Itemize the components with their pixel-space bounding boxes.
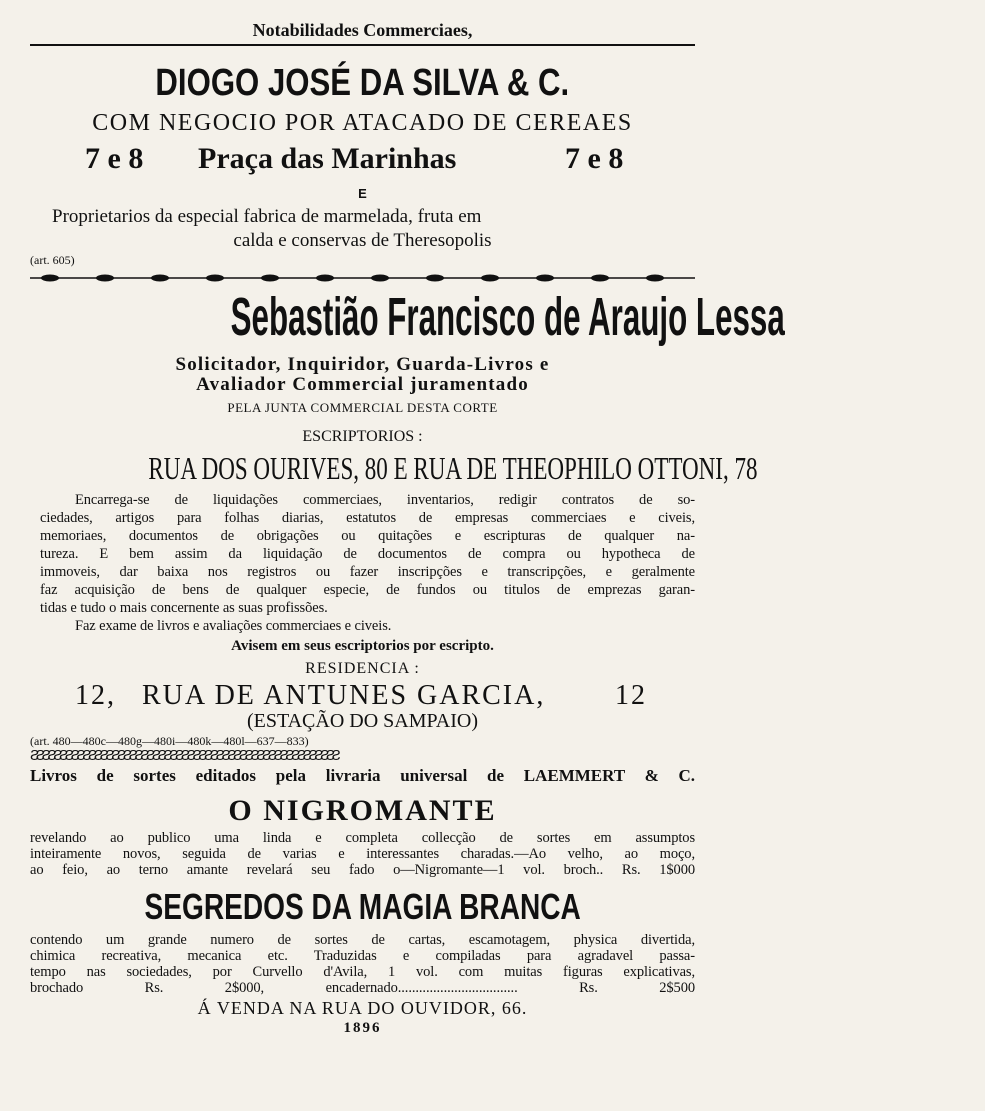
magia-body-line: tempo nas sociedades, por Curvello d'Avila, 1 vol. com muitas figuras explicativas, (30, 964, 695, 980)
body-line: tidas e tudo o mais concernente as suas profissões. (40, 600, 328, 616)
residence-street: RUA DE ANTUNES GARCIA, (142, 680, 546, 711)
address-number-left: 7 e 8 (85, 142, 144, 175)
publisher-line: Livros de sortes editados pela livraria universal de LAEMMERT & C. (30, 766, 695, 785)
roles-line-2: Avaliador Commercial juramentado (196, 374, 529, 395)
nigromante-title: O NIGROMANTE (228, 794, 497, 827)
article-ref-1: (art. 605) (30, 253, 75, 267)
proprietor-line-1: Proprietarios da especial fabrica de marmelada, fruta em (52, 206, 482, 227)
article-ref-2: (art. 480—480c—480g—480i—480k—480l—637—833) (30, 734, 309, 748)
offices-address-text: RUA DOS OURIVES, 80 E RUA DE THEOPHILO OTTONI, 78 (148, 450, 758, 486)
magia-body-line: contendo um grande numero de sortes de cartas, escamotagem, physica divertida, (30, 932, 695, 948)
residence-number-right: 12 (615, 680, 647, 711)
address-line (30, 142, 695, 182)
ornament-rule (30, 273, 695, 283)
firm-name (30, 62, 695, 105)
year-line: 1896 (343, 1020, 382, 1036)
body-line: immoveis, dar baixa nos registros ou fazer inscripções e transcripções, e geralmente (40, 564, 695, 580)
firm-name-text: DIOGO JOSÉ DA SILVA & C. (155, 62, 570, 104)
residence-number-left: 12, (75, 680, 116, 711)
magia-title (30, 886, 695, 930)
address-number-right: 7 e 8 (565, 142, 624, 175)
exam-line: Faz exame de livros e avaliações commerciaes e civeis. (75, 618, 392, 634)
magia-body-line: chimica recreativa, mecanica etc. Traduzidas e compiladas para agradavel passa- (30, 948, 695, 964)
solicitor-name (30, 286, 785, 350)
body-line: tureza. E bem assim da liquidação de documentos de compra ou hypotheca de (40, 546, 695, 562)
body-line: memoriaes, documentos de obrigações ou quitações e escripturas de qualquer na- (40, 528, 695, 544)
offices-address (30, 450, 758, 490)
business-line: COM NEGOCIO POR ATACADO DE CEREAES (92, 110, 633, 136)
address-street: Praça das Marinhas (198, 142, 457, 175)
station-line: (ESTAÇÃO DO SAMPAIO) (246, 710, 478, 732)
body-line: Encarrega-se de liquidações commerciaes, inventarios, redigir contratos de so- (75, 492, 695, 508)
body-line: faz acquisição de bens de qualquer especie, de fundos ou titulos de emprezas garan- (40, 582, 695, 598)
ornament-border: ƧƧƧƧƧƧƧƧƧƧƧƧƧƧƧƧƧƧƧƧƧƧƧƧƧƧƧƧƧƧƧƧƧƧƧƧƧƧƧƧƧƧƧƧƧƧƧƧƧƧƧƧƧ (30, 748, 338, 765)
sale-line: Á VENDA NA RUA DO OUVIDOR, 66. (197, 998, 528, 1018)
notice-line: Avisem em seus escriptorios por escripto. (231, 638, 494, 654)
residence-label: RESIDENCIA : (305, 660, 420, 677)
magia-body-line: brochado Rs. 2$000, encadernado.................................. Rs. 2$500 (30, 980, 695, 996)
roles-line-1: Solicitador, Inquiridor, Guarda-Livros e (175, 354, 550, 375)
proprietor-line-2: calda e conservas de Theresopolis (233, 230, 492, 251)
offices-label: ESCRIPTORIOS : (302, 428, 423, 445)
running-header: Notabilidades Commerciaes, (252, 20, 473, 40)
magia-title-text: SEGREDOS DA MAGIA BRANCA (144, 886, 581, 927)
header-rule (30, 44, 695, 46)
junta-line: PELA JUNTA COMMERCIAL DESTA CORTE (227, 400, 498, 415)
nigromante-body-line: ao feio, ao terno amante revelará seu fado o—Nigromante—1 vol. broch.. Rs. 1$000 (30, 862, 695, 878)
body-line: ciedades, artigos para folhas diarias, estatutos de empresas commerciaes e civeis, (40, 510, 695, 526)
solicitor-name-text: Sebastião Francisco de Araujo Lessa (230, 287, 785, 347)
conjunction: E (358, 186, 367, 201)
nigromante-body-line: revelando ao publico uma linda e completa collecção de sortes em assumptos (30, 830, 695, 846)
nigromante-body-line: inteiramente novos, seguida de varias e interessantes charadas.—Ao velho, ao moço, (30, 846, 695, 862)
